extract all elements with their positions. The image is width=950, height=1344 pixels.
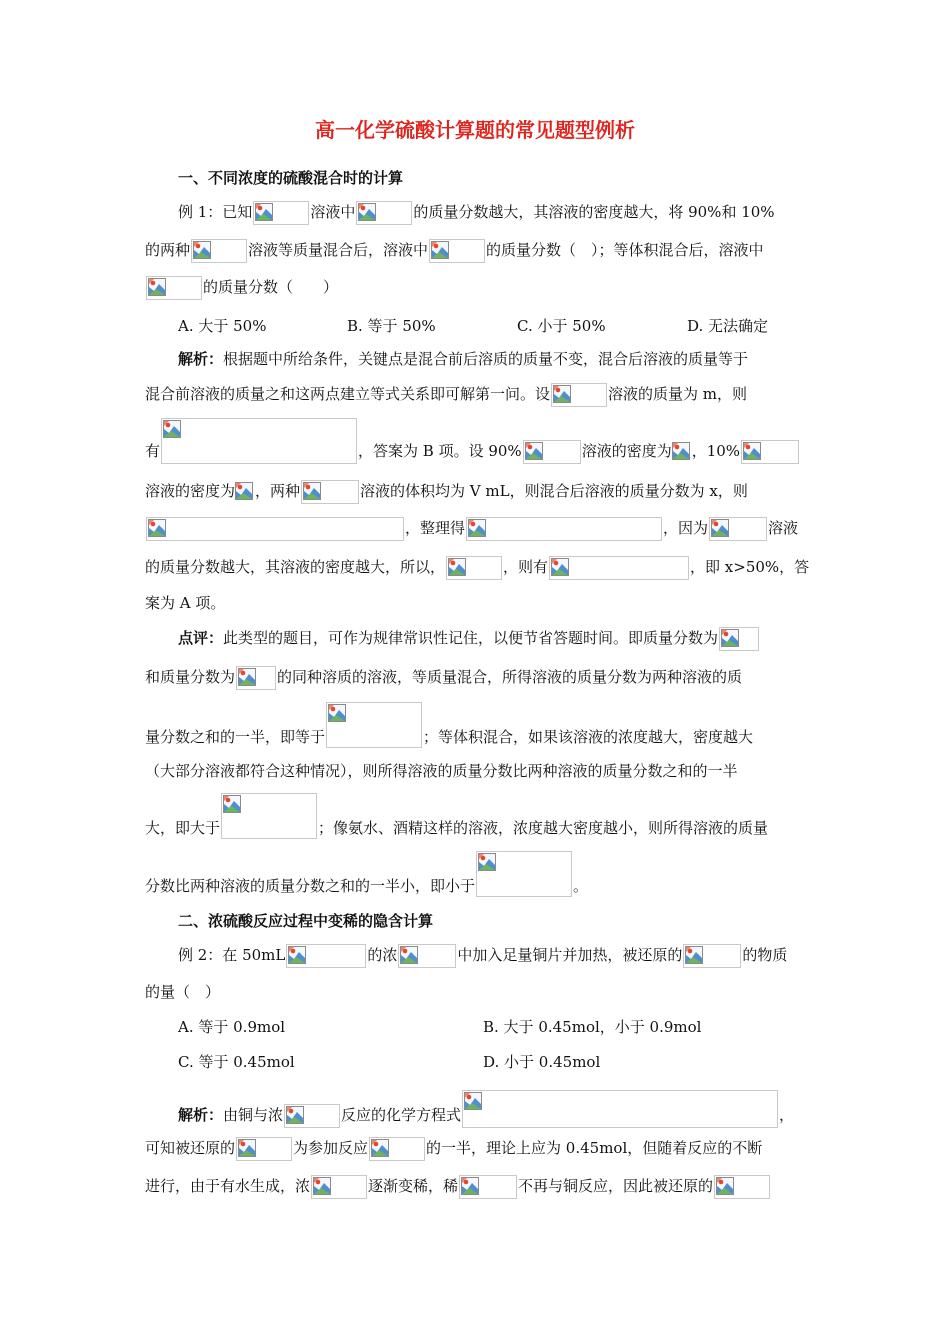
broken-image-icon bbox=[235, 482, 253, 500]
formula-image bbox=[398, 944, 456, 968]
formula-image bbox=[326, 702, 422, 748]
formula-image bbox=[462, 1090, 778, 1128]
formula-image bbox=[236, 1137, 292, 1161]
broken-image-icon bbox=[400, 946, 418, 964]
broken-image-icon bbox=[743, 442, 761, 460]
analysis1-line1: 解析：根据题中所给条件，关键点是混合前后溶质的质量不变，混合后溶液的质量等于 bbox=[178, 350, 749, 368]
broken-image-icon bbox=[448, 558, 466, 576]
analysis1-line4: 溶液的密度为 ，两种 溶液的体积均为 V mL，则混合后溶液的质量分数为 x，则 bbox=[145, 480, 810, 504]
formula-image bbox=[284, 1104, 340, 1128]
ex2-option-a: A. 等于 0.9mol bbox=[178, 1018, 286, 1036]
ex1-option-b: B. 等于 50% bbox=[347, 317, 436, 335]
formula-image bbox=[551, 383, 607, 407]
formula-image bbox=[714, 1175, 770, 1199]
analysis2-line2: 可知被还原的 为参加反应 的一半，理论上应为 0.45mol，但随着反应的不断 bbox=[145, 1137, 810, 1161]
broken-image-icon bbox=[238, 668, 256, 686]
formula-image bbox=[146, 517, 404, 541]
ex1-line3: 的质量分数（ ） bbox=[145, 276, 810, 300]
formula-image bbox=[683, 944, 741, 968]
ex2-option-c: C. 等于 0.45mol bbox=[178, 1053, 295, 1071]
broken-image-icon bbox=[553, 385, 571, 403]
broken-image-icon bbox=[685, 946, 703, 964]
formula-image bbox=[709, 517, 767, 541]
broken-image-icon bbox=[328, 704, 346, 722]
formula-image bbox=[356, 201, 412, 225]
formula-image bbox=[429, 239, 485, 263]
broken-image-icon bbox=[303, 482, 321, 500]
formula-image bbox=[301, 480, 359, 504]
broken-image-icon bbox=[148, 278, 166, 296]
formula-image bbox=[236, 666, 276, 690]
formula-image bbox=[191, 239, 247, 263]
ex2-line1: 例 2：在 50mL 的浓 中加入足量铜片并加热，被还原的 的物质 bbox=[178, 944, 843, 968]
broken-image-icon bbox=[525, 442, 543, 460]
ex2-option-b: B. 大于 0.45mol，小于 0.9mol bbox=[483, 1018, 702, 1036]
broken-image-icon bbox=[431, 241, 449, 259]
broken-image-icon bbox=[193, 241, 211, 259]
formula-image bbox=[523, 440, 581, 464]
analysis1-line2: 混合前溶液的质量之和这两点建立等式关系即可解第一问。设 溶液的质量为 m，则 bbox=[145, 383, 810, 407]
broken-image-icon bbox=[478, 853, 496, 871]
formula-image bbox=[466, 517, 662, 541]
broken-image-icon bbox=[223, 795, 241, 813]
formula-image bbox=[741, 440, 799, 464]
broken-image-icon bbox=[468, 519, 486, 537]
formula-image bbox=[235, 482, 255, 502]
ex1-line2: 的两种 溶液等质量混合后，溶液中 的质量分数（ ）；等体积混合后，溶液中 bbox=[145, 239, 810, 263]
section2-heading: 二、浓硫酸反应过程中变稀的隐含计算 bbox=[178, 912, 434, 930]
analysis1-line5: ，整理得 ，因为 溶液 bbox=[145, 517, 810, 541]
broken-image-icon bbox=[255, 203, 273, 221]
formula-image bbox=[146, 276, 202, 300]
broken-image-icon bbox=[358, 203, 376, 221]
formula-image bbox=[369, 1137, 425, 1161]
broken-image-icon bbox=[716, 1177, 734, 1195]
comment-line5: 大，即大于 ；像氨水、酒精这样的溶液，浓度越大密度越小，则所得溶液的质量 bbox=[145, 793, 810, 839]
formula-image bbox=[286, 944, 366, 968]
broken-image-icon bbox=[313, 1177, 331, 1195]
analysis2-line3: 进行，由于有水生成，浓 逐渐变稀，稀 不再与铜反应，因此被还原的 bbox=[145, 1175, 810, 1199]
section1-heading: 一、不同浓度的硫酸混合时的计算 bbox=[178, 169, 404, 187]
analysis1-line3: 有 ，答案为 B 项。设 90% 溶液的密度为 ，10% bbox=[145, 418, 810, 464]
comment-line2: 和质量分数为 的同种溶质的溶液，等质量混合，所得溶液的质量分数为两种溶液的质 bbox=[145, 666, 810, 690]
broken-image-icon bbox=[672, 442, 690, 460]
broken-image-icon bbox=[148, 519, 166, 537]
formula-image bbox=[311, 1175, 367, 1199]
broken-image-icon bbox=[721, 629, 739, 647]
broken-image-icon bbox=[371, 1139, 389, 1157]
analysis1-line6: 的质量分数越大，其溶液的密度越大，所以， ，则有 ，即 x>50%，答 bbox=[145, 556, 810, 580]
comment-line3: 量分数之和的一半，即等于 ；等体积混合，如果该溶液的浓度越大，密度越大 bbox=[145, 702, 810, 748]
broken-image-icon bbox=[238, 1139, 256, 1157]
formula-image bbox=[549, 556, 689, 580]
formula-image bbox=[476, 851, 572, 897]
broken-image-icon bbox=[163, 420, 181, 438]
formula-image bbox=[221, 793, 317, 839]
ex2-option-d: D. 小于 0.45mol bbox=[483, 1053, 601, 1071]
ex1-option-c: C. 小于 50% bbox=[517, 317, 606, 335]
formula-image bbox=[253, 201, 309, 225]
broken-image-icon bbox=[288, 946, 306, 964]
comment-line4: （大部分溶液都符合这种情况），则所得溶液的质量分数比两种溶液的质量分数之和的一半 bbox=[145, 762, 738, 780]
comment-line1: 点评：此类型的题目，可作为规律常识性记住，以便节省答题时间。即质量分数为 bbox=[178, 627, 843, 651]
ex2-line2: 的量（ ） bbox=[145, 983, 221, 1001]
broken-image-icon bbox=[551, 558, 569, 576]
ex1-option-a: A. 大于 50% bbox=[178, 317, 267, 335]
formula-image bbox=[672, 442, 692, 462]
formula-image bbox=[161, 418, 357, 464]
ex1-line1: 例 1：已知 溶液中 的质量分数越大，其溶液的密度越大，将 90%和 10% bbox=[178, 201, 843, 225]
broken-image-icon bbox=[286, 1106, 304, 1124]
document-title: 高一化学硫酸计算题的常见题型例析 bbox=[315, 118, 635, 142]
broken-image-icon bbox=[711, 519, 729, 537]
analysis1-line7: 案为 A 项。 bbox=[145, 594, 226, 612]
formula-image bbox=[446, 556, 502, 580]
ex1-option-d: D. 无法确定 bbox=[687, 317, 769, 335]
comment-line6: 分数比两种溶液的质量分数之和的一半小，即小于 。 bbox=[145, 851, 810, 897]
analysis2-line1: 解析：由铜与浓 反应的化学方程式 ， bbox=[178, 1090, 818, 1128]
formula-image bbox=[719, 627, 759, 651]
broken-image-icon bbox=[461, 1177, 479, 1195]
broken-image-icon bbox=[464, 1092, 482, 1110]
formula-image bbox=[459, 1175, 517, 1199]
